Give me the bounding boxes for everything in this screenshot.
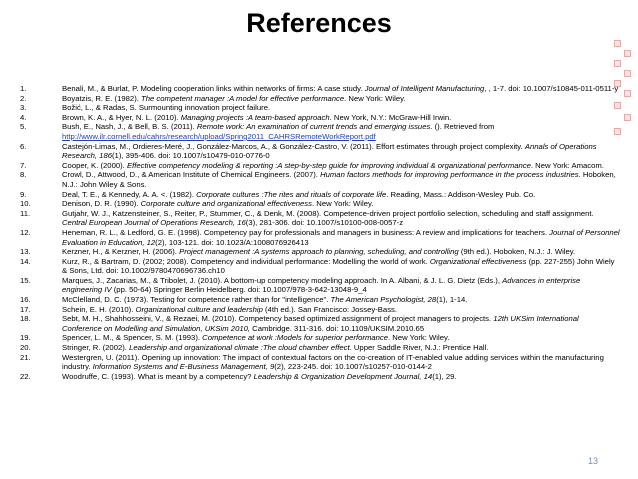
reference-segment: . New York: Wiley. bbox=[344, 93, 406, 103]
reference-text bbox=[62, 170, 620, 189]
reference-segment: (3), 281-306. doi: 10.1007/s10100-008-0057-z bbox=[245, 218, 404, 228]
reference-italic-segment: Organizational culture and leadership bbox=[135, 304, 263, 314]
reference-text bbox=[62, 84, 620, 94]
reference-text bbox=[62, 161, 620, 171]
reference-italic-segment: Central European Journal of Operations Research, 16 bbox=[62, 218, 246, 228]
reference-text bbox=[62, 113, 620, 123]
reference-number: 20. bbox=[20, 343, 31, 353]
reference-item bbox=[20, 209, 620, 228]
reference-segment: Kerzner, H., & Kerzner, H. (2006). bbox=[62, 247, 180, 257]
reference-item bbox=[20, 170, 620, 189]
reference-text bbox=[62, 257, 620, 276]
reference-item bbox=[20, 257, 620, 276]
reference-italic-segment: The competent manager :A model for effective performance bbox=[141, 93, 345, 103]
reference-segment: McClelland, D. C. (1973). Testing for competence rather than for "intelligence". bbox=[62, 295, 331, 305]
reference-number: 11. bbox=[20, 208, 31, 218]
reference-segment: Gutjahr, W. J., Katzensteiner, S., Reiter, P., Stummer, C., & Denk, M. (2008). Competence-driven project portfolio selection, scheduling and staff assignment. bbox=[62, 208, 594, 218]
reference-segment: (2), 223-245. doi: 10.1007/s10257-010-0144-2 bbox=[274, 362, 432, 372]
reference-segment: (9th ed.). Hoboken, N.J.: J. Wiley. bbox=[458, 247, 576, 257]
reference-item bbox=[20, 199, 620, 209]
reference-text bbox=[62, 353, 620, 372]
reference-text bbox=[62, 333, 620, 343]
reference-segment: , , 1-7. doi: 10.1007/s10845-011-0511-y bbox=[484, 84, 619, 93]
reference-item bbox=[20, 94, 620, 104]
reference-italic-segment: Managing projects :A team-based approach bbox=[180, 112, 330, 122]
reference-number: 2. bbox=[20, 93, 27, 103]
reference-italic-segment: The American Psychologist, 28 bbox=[330, 295, 437, 305]
reference-number: 15. bbox=[20, 275, 31, 285]
reference-segment: Crowl, D., Attwood, D., & American Institute of Chemical Engineers. (2007). bbox=[62, 170, 321, 180]
reference-segment: . (). Retrieved from bbox=[430, 122, 495, 132]
reference-text bbox=[62, 103, 620, 113]
page-number: 13 bbox=[587, 456, 598, 466]
reference-text bbox=[62, 372, 620, 382]
reference-number: 6. bbox=[20, 141, 27, 151]
reference-segment: Stringer, R. (2002). bbox=[62, 343, 130, 353]
reference-segment: (1), 395-406. doi: 10.1007/s10479-010-0776-0 bbox=[112, 151, 270, 161]
reference-italic-segment: Human factors methods for improving performance in the process industries bbox=[320, 170, 579, 180]
reference-number: 14. bbox=[20, 256, 31, 266]
reference-text bbox=[62, 190, 620, 200]
reference-text bbox=[62, 142, 620, 161]
reference-number: 18. bbox=[20, 314, 31, 324]
reference-text bbox=[62, 247, 620, 257]
reference-segment: Schein, E. H. (2010). bbox=[62, 304, 136, 314]
reference-item bbox=[20, 228, 620, 247]
reference-segment: . Upper Saddle River, N.J.: Prentice Hall. bbox=[349, 343, 489, 353]
reference-number: 3. bbox=[20, 103, 27, 113]
reference-item bbox=[20, 372, 620, 382]
reference-number: 22. bbox=[20, 371, 31, 381]
reference-segment: Denison, D. R. (1990). bbox=[62, 199, 141, 209]
reference-item bbox=[20, 305, 620, 315]
reference-segment: . Hoboken, N.J.: John Wiley & Sons. bbox=[62, 170, 616, 189]
reference-segment: Cooper, K. (2000). bbox=[62, 160, 127, 170]
reference-segment: Brown, K. A., & Hyer, N. L. (2010). bbox=[62, 112, 181, 122]
reference-item bbox=[20, 84, 620, 94]
reference-segment: Bush, E., Nash, J., & Bell, B. S. (2011). bbox=[62, 122, 197, 132]
reference-item bbox=[20, 333, 620, 343]
reference-italic-segment: Effective competency modeling & reporting :A step-by-step guide for improving individual & organizational performance bbox=[126, 160, 531, 170]
reference-number: 7. bbox=[20, 160, 27, 170]
reference-item bbox=[20, 103, 620, 113]
reference-segment: Sebt, M. H., Shahhosseini, V., & Rezaei, M. (2010). Competency based optimized assignment of project managers to projects. bbox=[62, 314, 494, 324]
reference-segment: Deal, T. E., & Kennedy, A. A. <. (1982). bbox=[62, 189, 197, 199]
reference-text bbox=[62, 122, 620, 141]
reference-segment: (pp. 50-64) Springer Berlin Heidelberg. doi: 10.1007/978-3-642-13048-9_4 bbox=[111, 285, 367, 295]
reference-number: 8. bbox=[20, 170, 27, 180]
reference-number: 5. bbox=[20, 122, 27, 132]
reference-italic-segment: Competence at work :Models for superior performance bbox=[202, 333, 389, 343]
reference-italic-segment: 12th UKSim International Conference on Modelling and Simulation, UKSim 2010, bbox=[62, 314, 579, 333]
reference-segment: (pp. 227-255) John Wiely & Sons, Ltd. doi: 10.1002/9780470696736.ch10 bbox=[62, 256, 615, 276]
reference-text bbox=[62, 295, 620, 305]
reference-segment: Castejón-Limas, M., Ordieres-Meré, J., González-Marcos, A., & González-Castro, V. (2011). Effort estimates through project complexity. bbox=[62, 141, 525, 151]
reference-italic-segment: Leadership and organizational climate :The cloud chamber effect bbox=[129, 343, 350, 353]
reference-italic-segment: Corporate cultures :The rites and rituals of corporate life bbox=[196, 189, 387, 199]
reference-item bbox=[20, 343, 620, 353]
reference-segment: (2), 103-121. doi: 10.1023/A:1008076926413 bbox=[155, 237, 309, 247]
reference-number: 16. bbox=[20, 295, 31, 305]
reference-segment: Westergren, U. (2011). Opening up innovation: The impact of contextual factors on the co-creation of IT-enabled value adding services within the manufacturing industry. bbox=[62, 352, 604, 372]
reference-segment: . Reading, Mass.: Addison-Wesley Pub. Co. bbox=[386, 189, 536, 199]
reference-segment: . New York: Wiley. bbox=[312, 199, 374, 209]
reference-item bbox=[20, 190, 620, 200]
reference-segment: . New York: Amacom. bbox=[530, 160, 604, 170]
reference-number: 21. bbox=[20, 352, 31, 362]
reference-italic-segment: Advances in enterprise engineering IV bbox=[62, 275, 581, 295]
reference-text bbox=[62, 94, 620, 104]
reference-item bbox=[20, 353, 620, 372]
reference-segment: Woodruffe, C. (1993). What is meant by a competency? bbox=[62, 371, 254, 381]
reference-segment: Božić, L., & Radas, S. Surmounting innovation project failure. bbox=[62, 103, 271, 113]
reference-segment: Spencer, L. M., & Spencer, S. M. (1993). bbox=[62, 333, 203, 343]
reference-segment: (1), 29. bbox=[432, 371, 457, 381]
reference-italic-segment: Corporate culture and organizational effectiveness bbox=[140, 199, 312, 209]
reference-number: 9. bbox=[20, 189, 27, 199]
reference-number: 12. bbox=[20, 227, 31, 237]
reference-text bbox=[62, 209, 620, 228]
reference-italic-segment: Journal of Personnel Evaluation in Education, 12 bbox=[62, 227, 620, 247]
reference-item bbox=[20, 122, 620, 141]
reference-segment: Kurz, R., & Bartram, D. (2002; 2008). Competency and individual performance: Modelling the world of work. bbox=[62, 256, 430, 266]
reference-segment: Cambridge. 311-316. doi: 10.1109/UKSIM.2010.65 bbox=[250, 323, 425, 333]
slide-title: References bbox=[246, 8, 392, 38]
reference-number: 10. bbox=[20, 199, 31, 209]
reference-number: 17. bbox=[20, 304, 31, 314]
reference-text bbox=[62, 228, 620, 247]
reference-number: 13. bbox=[20, 247, 31, 257]
reference-segment: Heneman, R. L., & Ledford, G. E. (1998). Competency pay for professionals and managers in business: A review and implications for teachers. bbox=[62, 227, 550, 237]
reference-italic-segment: Annals of Operations Research, 186 bbox=[62, 141, 597, 161]
reference-item bbox=[20, 295, 620, 305]
reference-text bbox=[62, 305, 620, 315]
reference-italic-segment: Information Systems and E-Business Management, 9 bbox=[92, 362, 275, 372]
reference-italic-segment: Journal of Intelligent Manufacturing bbox=[364, 84, 485, 93]
reference-italic-segment: Project management :A systems approach to planning, scheduling, and controlling bbox=[179, 247, 459, 257]
reference-text bbox=[62, 199, 620, 209]
reference-item bbox=[20, 113, 620, 123]
reference-text bbox=[62, 314, 620, 333]
reference-segment: Marques, J., Zacarias, M., & Tribolet, J. (2010). A bottom-up competency modeling approach. In A. Albani, & J. L. G. Dietz (Eds.), bbox=[62, 275, 503, 285]
reference-item bbox=[20, 247, 620, 257]
reference-number: 1. bbox=[20, 84, 27, 93]
reference-italic-segment: Leadership & Organization Development Journal, 14 bbox=[253, 371, 433, 381]
reference-italic-segment: Organizational effectiveness bbox=[429, 256, 527, 266]
reference-segment: (1), 1-14. bbox=[436, 295, 468, 305]
reference-number: 4. bbox=[20, 112, 27, 122]
reference-segment: . New York, N.Y.: McGraw-Hill Irwin. bbox=[329, 112, 452, 122]
reference-segment: Boyatzis, R. E. (1982). bbox=[62, 93, 142, 103]
reference-text bbox=[62, 343, 620, 353]
reference-link[interactable]: http://www.ilr.cornell.edu/cahrs/research/upload/Spring2011_CAHRSRemoteWorkReport.pdf bbox=[62, 131, 376, 141]
reference-segment: (4th ed.). San Francisco: Jossey-Bass. bbox=[262, 304, 398, 314]
reference-list bbox=[20, 84, 620, 381]
reference-item bbox=[20, 142, 620, 161]
reference-text bbox=[62, 276, 620, 295]
reference-item bbox=[20, 276, 620, 295]
reference-number: 19. bbox=[20, 333, 31, 343]
reference-segment: Benali, M., & Burlat, P. Modeling cooperation links within networks of firms: A case study. bbox=[62, 84, 365, 93]
reference-italic-segment: Remote work: An examination of current trends and emerging issues bbox=[196, 122, 431, 132]
reference-segment: . New York: Wiley. bbox=[388, 333, 450, 343]
reference-item bbox=[20, 161, 620, 171]
reference-item bbox=[20, 314, 620, 333]
